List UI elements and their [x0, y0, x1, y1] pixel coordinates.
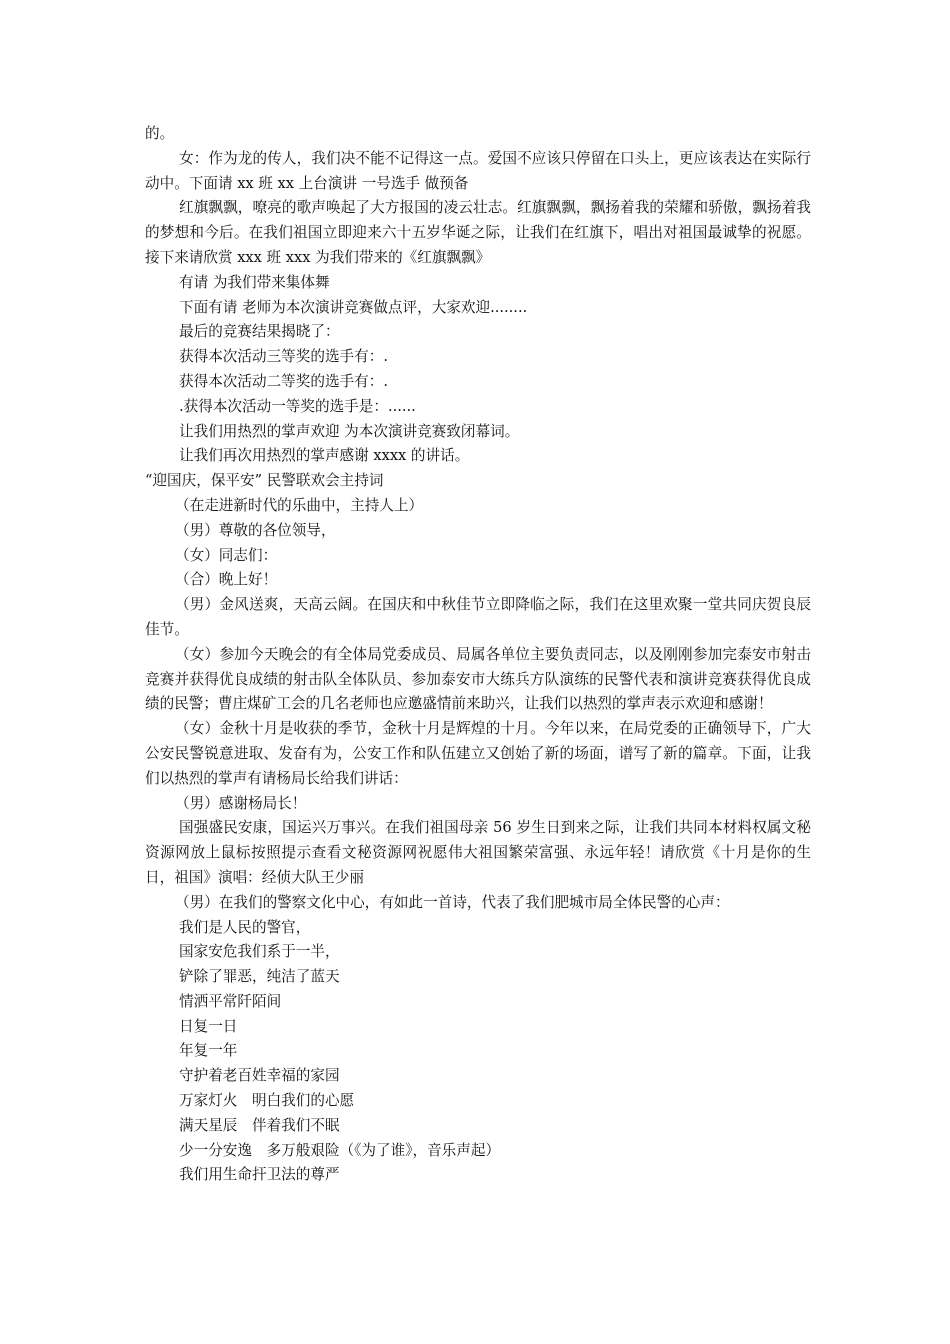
stage-direction: （在走进新时代的乐曲中，主持人上）	[175, 496, 424, 514]
paragraph: 让我们再次用热烈的掌声感谢 xxxx 的讲话。	[179, 447, 470, 465]
paragraph: 最后的竞赛结果揭晓了：	[179, 323, 340, 341]
poem-line: 铲除了罪恶，纯洁了蓝天	[179, 968, 340, 986]
poem-line: 我们是人民的警官，	[179, 918, 311, 936]
paragraph: 红旗飘飘，嘹亮的歌声唤起了大方报国的凌云壮志。红旗飘飘，飘扬着我的荣耀和骄傲，飘扬着我的梦想和今后。在我们祖国立即迎来六十五岁华诞之际，让我们在红旗下，唱出对祖国最诚挚的祝愿。接下来请欣赏 xxx 班 xxx 为我们带来的《红旗飘飘》	[145, 199, 811, 266]
paragraph: 让我们用热烈的掌声欢迎 为本次演讲竞赛致闭幕词。	[179, 422, 520, 440]
document-body	[145, 122, 811, 1188]
paragraph: .获得本次活动一等奖的选手是：......	[179, 397, 416, 415]
poem-line: 满天星辰 伴着我们不眠	[179, 1116, 340, 1134]
paragraph: 获得本次活动二等奖的选手有：.	[179, 372, 388, 390]
paragraph: （女）参加今天晚会的有全体局党委成员、局属各单位主要负责同志，以及刚刚参加完泰安市射击竞赛并获得优良成绩的射击队全体队员、参加泰安市大练兵方队演练的民警代表和演讲竞赛获得优良成绩的民警；曹庄煤矿工会的几名老师也应邀盛情前来助兴，让我们以热烈的掌声表示欢迎和感谢！	[145, 645, 811, 713]
poem-line: 情洒平常阡陌间	[179, 992, 282, 1010]
poem-line: 国家安危我们系于一半，	[179, 943, 340, 961]
section-title: “迎国庆，保平安” 民警联欢会主持词	[145, 472, 384, 490]
poem-line: 我们用生命扞卫法的尊严	[179, 1166, 340, 1184]
paragraph: 获得本次活动三等奖的选手有：.	[179, 348, 388, 366]
paragraph: 下面有请 老师为本次演讲竞赛做点评，大家欢迎........	[179, 298, 528, 316]
paragraph: 的。	[145, 125, 175, 142]
paragraph: 国强盛民安康，国运兴万事兴。在我们祖国母亲 56 岁生日到来之际，让我们共同本材料权属文秘资源网放上鼠标按照提示查看文秘资源网祝愿伟大祖国繁荣富强、永远年轻！请欣赏《十月是你的生日，祖国》演唱：经侦大队王少丽	[145, 819, 811, 886]
paragraph: （男）尊敬的各位领导，	[175, 521, 336, 539]
paragraph: （男）金风送爽，天高云阔。在国庆和中秋佳节立即降临之际，我们在这里欢聚一堂共同庆贺良辰佳节。	[145, 596, 811, 638]
poem-line: 年复一年	[179, 1042, 238, 1060]
poem-line: 日复一日	[179, 1017, 238, 1035]
poem-line: 守护着老百姓幸福的家园	[179, 1067, 340, 1085]
paragraph: （男）在我们的警察文化中心，有如此一首诗，代表了我们肥城市局全体民警的心声：	[175, 893, 730, 911]
poem-line: 万家灯火 明白我们的心愿	[179, 1092, 355, 1110]
paragraph: （女）同志们：	[175, 546, 278, 564]
poem-line: 少一分安逸 多万般艰险（《为了谁》，音乐声起）	[179, 1141, 501, 1159]
paragraph: （女）金秋十月是收获的季节，金秋十月是辉煌的十月。今年以来，在局党委的正确领导下，广大公安民警锐意进取、发奋有为，公安工作和队伍建立又创始了新的场面，谱写了新的篇章。下面，让我们以热烈的掌声有请杨局长给我们讲话：	[145, 720, 811, 787]
paragraph: （男）感谢杨局长！	[175, 794, 307, 812]
paragraph: 女：作为龙的传人，我们决不能不记得这一点。爱国不应该只停留在口头上，更应该表达在实际行动中。下面请 xx 班 xx 上台演讲 一号选手 做预备	[145, 149, 811, 192]
paragraph: （合）晚上好！	[175, 571, 278, 589]
paragraph: 有请 为我们带来集体舞	[179, 273, 330, 291]
